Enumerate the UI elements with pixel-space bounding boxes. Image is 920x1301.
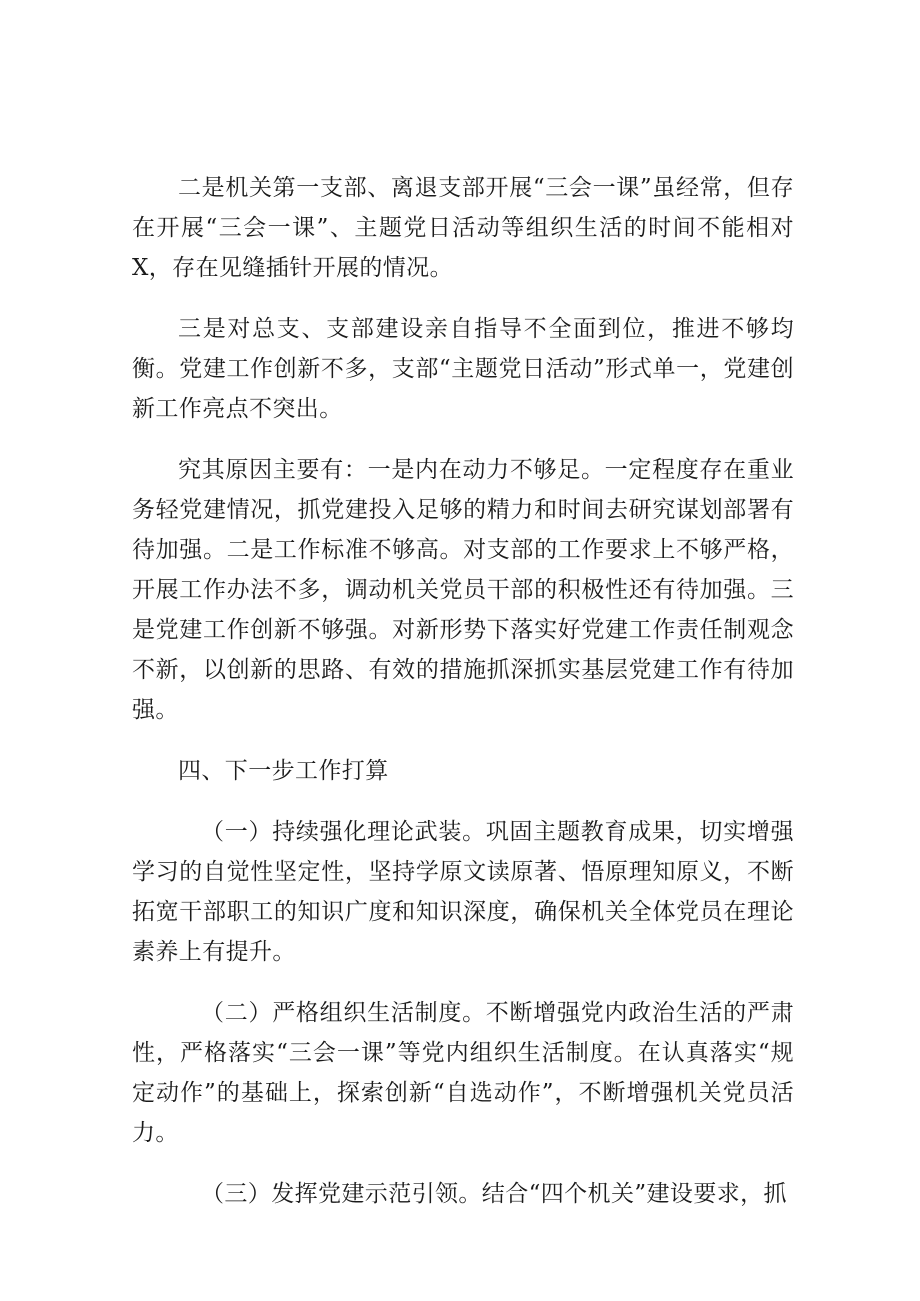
paragraph-guidance-balance: 三是对总支、支部建设亲自指导不全面到位，推进不够均衡。党建工作创新不多，支部“主题党日活动”形式单一，党建创新工作亮点不突出。 [132, 316, 794, 422]
paragraph-theory-arming: （一）持续强化理论武装。巩固主题教育成果，切实增强学习的自觉性坚定性，坚持学原文读原著、悟原理知原义，不断拓宽干部职工的知识广度和知识深度，确保机关全体党员在理论素养上有提升。 [132, 819, 794, 965]
paragraph-root-causes: 究其原因主要有：一是内在动力不够足。一定程度存在重业务轻党建情况，抓党建投入足够的精力和时间去研究谋划部署有待加强。二是工作标准不够高。对支部的工作要求上不够严格，开展工作办法不多，调动机关党员干部的积极性还有待加强。三是党建工作创新不够强。对新形势下落实好党建工作责任制观念不新，以创新的思路、有效的措施抓深抓实基层党建工作有待加强。 [132, 457, 794, 723]
section-heading-next-steps: 四、下一步工作打算 [178, 758, 389, 784]
paragraph-organizational-life: （二）严格组织生活制度。不断增强党内政治生活的严肃性，严格落实“三会一课”等党内组织生活制度。在认真落实“规定动作”的基础上，探索创新“自选动作”，不断增强机关党员活力。 [132, 1000, 794, 1146]
paragraph-demonstration-lead: （三）发挥党建示范引领。结合“四个机关”建设要求，抓 [201, 1181, 787, 1207]
document-body [132, 168, 794, 1235]
paragraph-branch-meetings: 二是机关第一支部、离退支部开展“三会一课”虽经常，但存在开展“三会一课”、主题党日活动等组织生活的时间不能相对X，存在见缝插针开展的情况。 [132, 175, 794, 281]
